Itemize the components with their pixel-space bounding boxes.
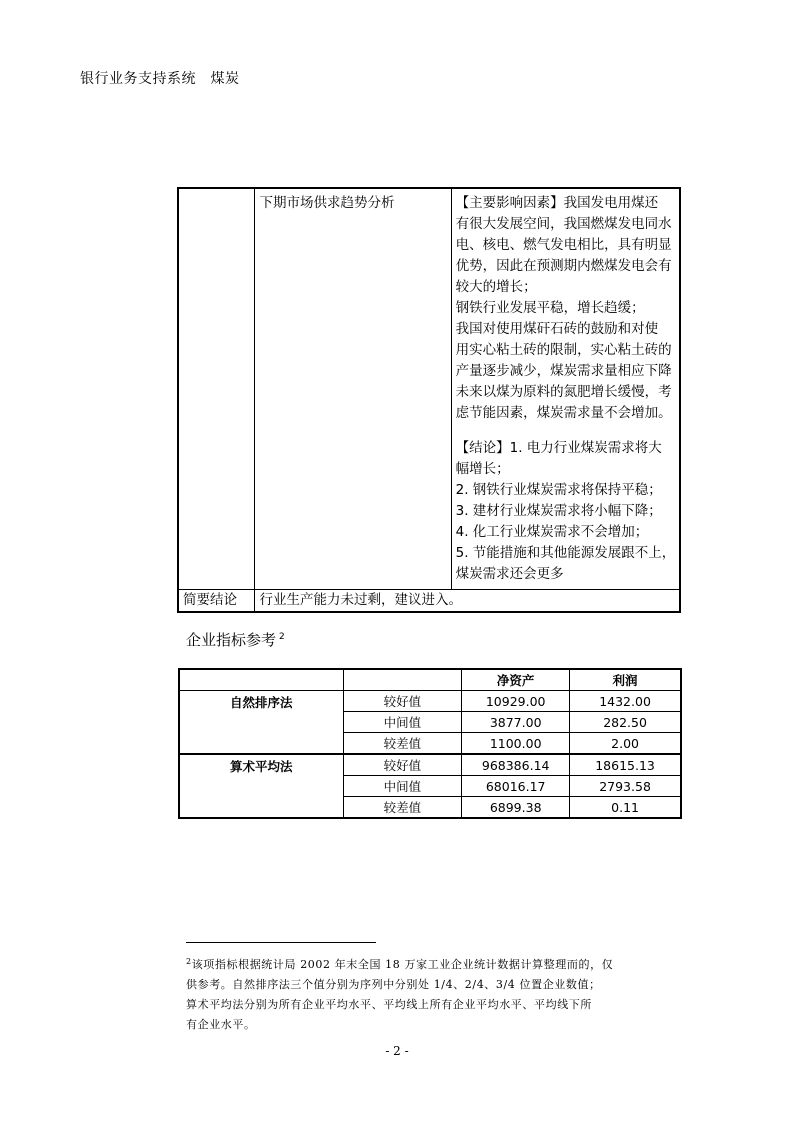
row-label: 中间值	[343, 712, 462, 733]
footnote-line: 有企业水平。	[186, 1018, 256, 1031]
table-row	[179, 691, 681, 712]
paragraph-gap	[456, 424, 677, 438]
net-assets-value: 68016.17	[462, 776, 570, 797]
row-label: 较好值	[343, 754, 462, 776]
row-label: 较差值	[343, 733, 462, 755]
text-line: 我国对使用煤矸石砖的鼓励和对使	[455, 321, 659, 337]
method-arithmetic-mean: 算术平均法	[179, 754, 343, 818]
column-header	[179, 669, 343, 691]
footnote	[186, 952, 682, 1035]
footnote-line	[186, 952, 682, 975]
row-label-forecast: 下期市场供求趋势分析	[255, 188, 451, 590]
enterprise-indicators-table	[178, 668, 682, 819]
text-line: 有很大发展空间，我国燃煤发电同水	[455, 216, 672, 232]
net-assets-value: 6899.38	[462, 797, 570, 819]
conclusions	[456, 438, 677, 585]
text-line: 2. 钢铁行业煤炭需求将保持平稳；	[455, 482, 662, 498]
profit-value: 1432.00	[570, 691, 681, 712]
row-label: 较差值	[343, 797, 462, 819]
table-row	[178, 188, 680, 590]
footnote-mark: 2	[186, 957, 192, 966]
footnote-text: 该项指标根据统计局 2002 年末全国 18 万家工业企业统计数据计算整理而的，仅	[191, 958, 614, 971]
column-header-profit: 利润	[570, 669, 681, 691]
profit-value: 18615.13	[570, 754, 681, 776]
column-header	[343, 669, 462, 691]
text-line: 较大的增长；	[455, 279, 537, 295]
text-line: 优势，因此在预测期内燃煤发电会有	[455, 258, 672, 274]
text-line: 4. 化工行业煤炭需求不会增加；	[455, 524, 649, 540]
net-assets-value: 3877.00	[462, 712, 570, 733]
page-header: 银行业务支持系统 煤炭	[80, 71, 240, 87]
footnote-line: 算术平均法分别为所有企业平均水平、平均线上所有企业平均水平、平均线下所	[186, 998, 592, 1011]
summary-value: 行业生产能力未过剩，建议进入。	[255, 590, 680, 613]
text-line: 用实心粘土砖的限制，实心粘土砖的	[455, 342, 672, 358]
footnote-reference[interactable]: 2	[279, 632, 285, 642]
influencing-factors	[456, 193, 677, 424]
table-row	[178, 590, 680, 613]
text-line: 虑节能因素，煤炭需求量不会增加。	[455, 405, 672, 421]
text-line: 产量逐步减少，煤炭需求量相应下降	[455, 363, 672, 379]
column-header-net-assets: 净资产	[462, 669, 570, 691]
text-line: 钢铁行业发展平稳，增长趋缓；	[455, 300, 645, 316]
profit-value: 2.00	[570, 733, 681, 755]
profit-value: 0.11	[570, 797, 681, 819]
row-label: 较好值	[343, 691, 462, 712]
summary-label: 简要结论	[178, 590, 255, 613]
profit-value: 282.50	[570, 712, 681, 733]
table-row	[179, 754, 681, 776]
supply-demand-table	[177, 187, 681, 613]
forecast-analysis-cell	[451, 188, 680, 590]
text-line: 【主要影响因素】我国发电用煤还	[455, 195, 659, 211]
text-line: 未来以煤为原料的氮肥增长缓慢，考	[455, 384, 672, 400]
footnote-separator	[186, 942, 376, 943]
net-assets-value: 10929.00	[462, 691, 570, 712]
net-assets-value: 1100.00	[462, 733, 570, 755]
text-line: 3. 建材行业煤炭需求将小幅下降；	[455, 503, 662, 519]
text-line: 【结论】1. 电力行业煤炭需求将大	[455, 440, 662, 456]
text-line: 电、核电、燃气发电相比，具有明显	[455, 237, 672, 253]
net-assets-value: 968386.14	[462, 754, 570, 776]
table-header-row	[179, 669, 681, 691]
footnote-line: 供参考。自然排序法三个值分别为序列中分别处 1/4、2/4、3/4 位置企业数值；	[186, 978, 601, 991]
table-cell-empty	[178, 188, 255, 590]
page-number: - 2 -	[385, 1044, 409, 1058]
section-title	[186, 629, 285, 650]
method-natural-ranking: 自然排序法	[179, 691, 343, 755]
row-label: 中间值	[343, 776, 462, 797]
text-line: 5. 节能措施和其他能源发展跟不上，	[455, 545, 676, 561]
section-title-text: 企业指标参考	[186, 631, 277, 649]
profit-value: 2793.58	[570, 776, 681, 797]
text-line: 煤炭需求还会更多	[455, 566, 564, 582]
text-line: 幅增长；	[455, 461, 510, 477]
